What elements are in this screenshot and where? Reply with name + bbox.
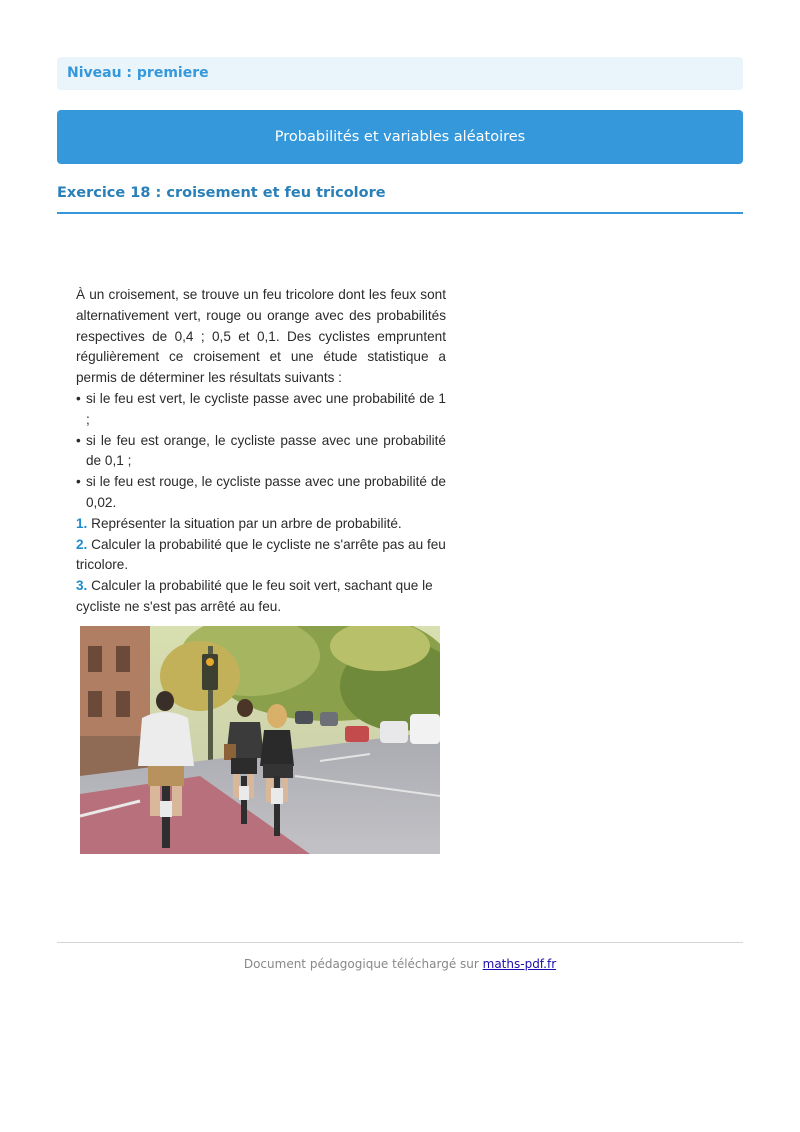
- footer-divider: [57, 942, 743, 943]
- question-number: 1.: [76, 515, 88, 531]
- question-number: 2.: [76, 536, 88, 552]
- bullet-icon: •: [76, 474, 81, 490]
- footer-text: Document pédagogique téléchargé sur: [243, 957, 483, 971]
- list-item: • si le feu est vert, le cycliste passe avec une probabilité de 1 ;: [76, 390, 446, 427]
- level-badge: Niveau : premiere: [57, 57, 743, 90]
- exercise-statement: [76, 285, 446, 618]
- question-3: 3. Calculer la probabilité que le feu soit vert, sachant que le cycliste ne s'est pas arrêté au feu.: [76, 578, 433, 614]
- question-number: 3.: [76, 578, 88, 594]
- title-divider: [57, 212, 743, 214]
- cyclists-photo: [80, 626, 440, 854]
- exercise-intro: À un croisement, se trouve un feu tricolore dont les feux sont alternativement vert, rouge ou orange avec des probabilités respectives de 0,4 ; 0,5 et 0,1. Des cyclistes empruntent régulièrement ce croisement et une étude statistique a permis de déterminer les résultats suivants :: [76, 287, 446, 386]
- list-item: • si le feu est rouge, le cycliste passe avec une probabilité de 0,02.: [76, 474, 446, 510]
- bullet-icon: •: [76, 390, 81, 406]
- question-2: 2. Calculer la probabilité que le cycliste ne s'arrête pas au feu tricolore.: [76, 536, 446, 573]
- footer-link[interactable]: maths-pdf.fr: [482, 957, 557, 971]
- bullet-icon: •: [76, 432, 81, 448]
- list-item: • si le feu est orange, le cycliste passe avec une probabilité de 0,1 ;: [76, 432, 446, 469]
- exercise-title: Exercice 18 : croisement et feu tricolore: [57, 185, 386, 201]
- chapter-title: Probabilités et variables aléatoires: [274, 129, 526, 145]
- chapter-banner: [57, 110, 743, 164]
- footer: [57, 957, 743, 971]
- question-1: 1. Représenter la situation par un arbre de probabilité.: [76, 515, 402, 531]
